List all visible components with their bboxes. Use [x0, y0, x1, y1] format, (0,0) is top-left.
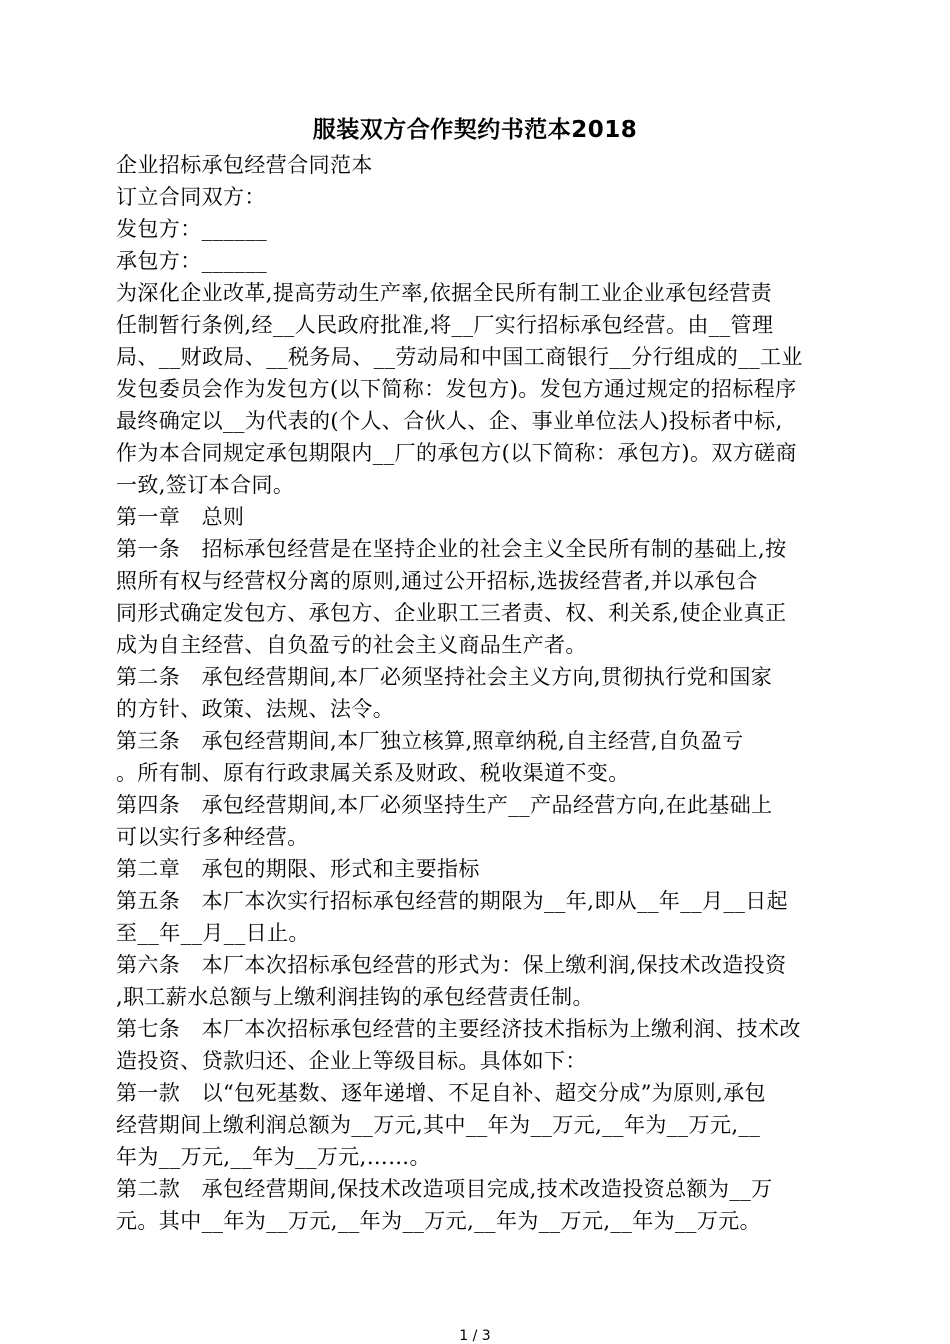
text-line: 承包方：______: [116, 249, 267, 273]
text-line: 至__年__月__日止。: [116, 921, 310, 945]
chapter-heading: 第二章 承包的期限、形式和主要指标: [116, 857, 480, 881]
text-line: 第四条 承包经营期间,本厂必须坚持生产__产品经营方向,在此基础上: [116, 793, 773, 817]
text-line: 第三条 承包经营期间,本厂独立核算,照章纳税,自主经营,自负盈亏: [116, 729, 744, 753]
text-line: 一致,签订本合同。: [116, 473, 295, 497]
text-line: 局、__财政局、__税务局、__劳动局和中国工商银行__分行组成的__工业: [116, 345, 803, 369]
text-line: 订立合同双方：: [116, 185, 266, 209]
text-line: 第一条 招标承包经营是在坚持企业的社会主义全民所有制的基础上,按: [116, 537, 787, 561]
text-line: 第六条 本厂本次招标承包经营的形式为：保上缴利润,保技术改造投资: [116, 953, 787, 977]
text-line: 同形式确定发包方、承包方、企业职工三者责、权、利关系,使企业真正: [116, 601, 787, 625]
text-line: 。所有制、原有行政隶属关系及财政、税收渠道不变。: [116, 761, 630, 785]
document-title: 服装双方合作契约书范本2018: [312, 117, 638, 143]
text-line: ,职工薪水总额与上缴利润挂钩的承包经营责任制。: [116, 985, 594, 1009]
text-line: 最终确定以__为代表的(个人、合伙人、企、事业单位法人)投标者中标,: [116, 409, 783, 433]
text-line: 为深化企业改革,提高劳动生产率,依据全民所有制工业企业承包经营责: [116, 281, 773, 305]
text-line: 年为__万元,__年为__万元,……。: [116, 1145, 431, 1169]
text-line: 作为本合同规定承包期限内__厂的承包方(以下简称：承包方)。双方磋商: [116, 441, 797, 465]
text-line: 照所有权与经营权分离的原则,通过公开招标,选拔经营者,并以承包合: [116, 569, 758, 593]
text-line: 可以实行多种经营。: [116, 825, 309, 849]
text-line: 成为自主经营、自负盈亏的社会主义商品生产者。: [116, 633, 587, 657]
text-line: 发包方：______: [116, 217, 267, 241]
text-line: 造投资、贷款归还、企业上等级目标。具体如下：: [116, 1049, 587, 1073]
text-line: 任制暂行条例,经__人民政府批准,将__厂实行招标承包经营。由__管理: [116, 313, 774, 337]
text-line: 的方针、政策、法规、法令。: [116, 697, 395, 721]
text-line: 经营期间上缴利润总额为__万元,其中__年为__万元,__年为__万元,__: [116, 1113, 761, 1137]
text-line: 发包委员会作为发包方(以下简称：发包方)。发包方通过规定的招标程序: [116, 377, 797, 401]
text-line: 第二款 承包经营期间,保技术改造项目完成,技术改造投资总额为__万: [116, 1177, 773, 1201]
text-line: 元。其中__年为__万元,__年为__万元,__年为__万元,__年为__万元。: [116, 1209, 762, 1233]
text-line: 第七条 本厂本次招标承包经营的主要经济技术指标为上缴利润、技术改: [116, 1017, 801, 1041]
chapter-heading: 第一章 总则: [116, 505, 245, 529]
document-body: [116, 149, 836, 1237]
text-line: 企业招标承包经营合同范本: [116, 153, 373, 177]
text-line: 第五条 本厂本次实行招标承包经营的期限为__年,即从__年__月__日起: [116, 889, 789, 913]
text-line: 第一款 以“包死基数、逐年递增、不足自补、超交分成”为原则,承包: [116, 1081, 766, 1105]
page-number: 1 / 3: [459, 1328, 491, 1344]
text-line: 第二条 承包经营期间,本厂必须坚持社会主义方向,贯彻执行党和国家: [116, 665, 773, 689]
